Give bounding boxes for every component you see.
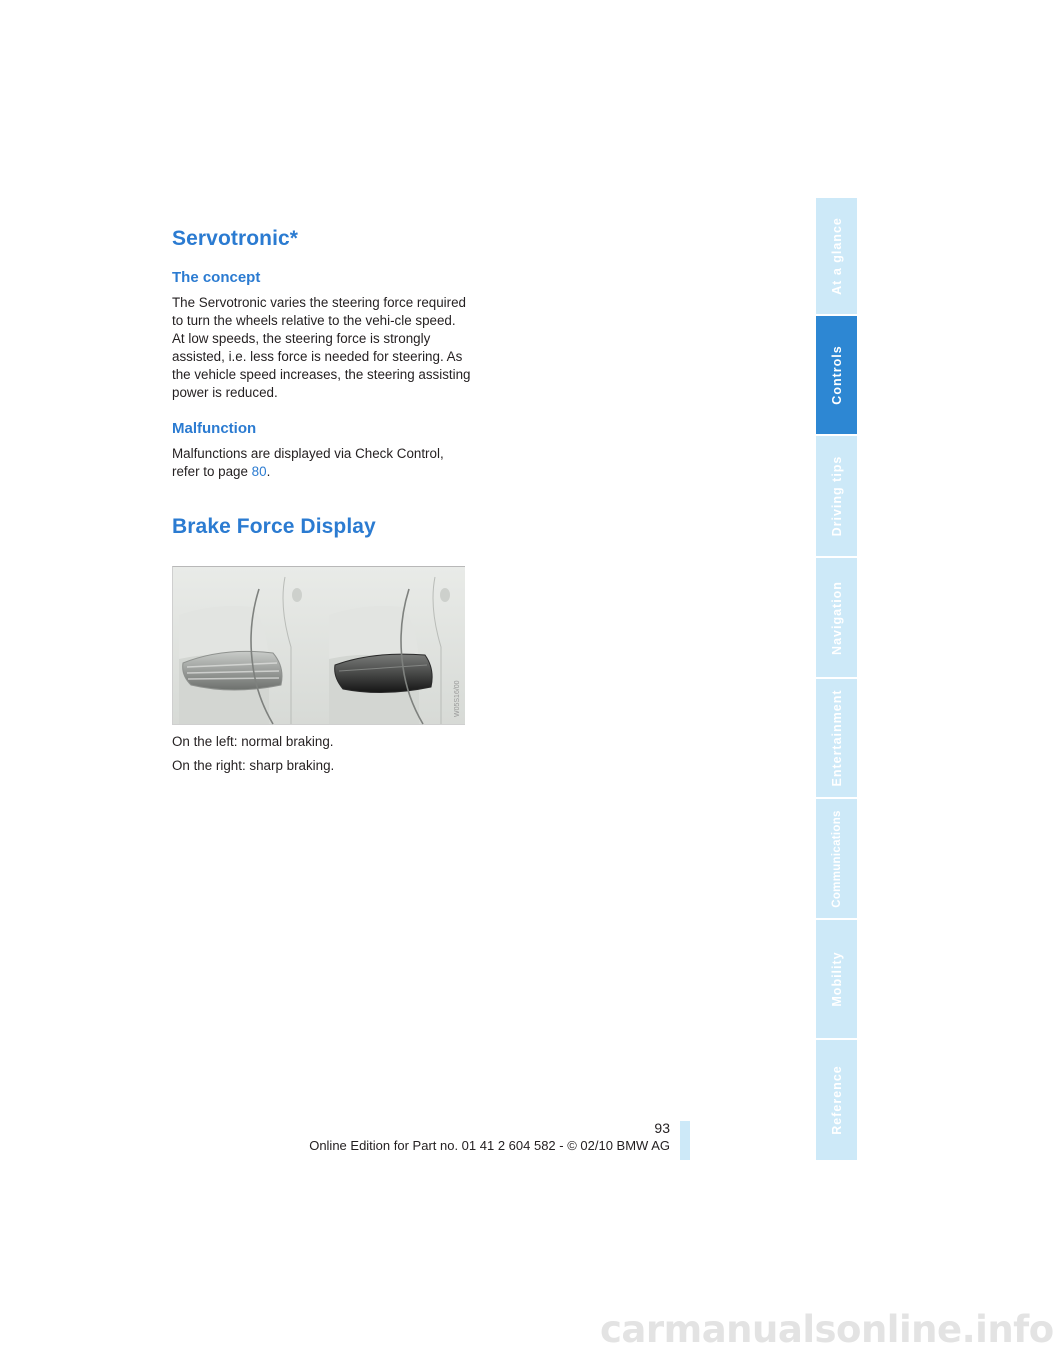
sidebar-tab-mobility[interactable] <box>816 920 857 1040</box>
sidebar-tab-driving-tips[interactable] <box>816 436 857 558</box>
subheading-malfunction: Malfunction <box>172 420 257 437</box>
footer-accent-bar <box>680 1121 690 1160</box>
subheading-concept: The concept <box>172 269 261 286</box>
sidebar-tab-reference[interactable] <box>816 1040 857 1160</box>
malfunction-text: Malfunctions are displayed via Check Control, refer to page <box>172 446 444 479</box>
watermark <box>600 1308 1054 1358</box>
figure-code: W05S16/00 <box>454 680 461 717</box>
sidebar-tab-communications[interactable] <box>816 799 857 920</box>
watermark-text: carmanualsonline.info <box>600 1308 1054 1351</box>
section-title-brake-force: Brake Force Display <box>172 515 376 538</box>
sidebar-tab-label: Reference <box>829 1065 844 1135</box>
sidebar-tab-label: Navigation <box>829 580 844 655</box>
chapter-sidebar <box>816 198 857 1160</box>
concept-paragraph-2: At low speeds, the steering force is strongly assisted, i.e. less force is needed for steering. As the vehicle speed increases, the steering assisting power is reduced. <box>172 331 471 400</box>
footer-edition: Online Edition for Part no. 01 41 2 604 582 - © 02/10 BMW AG <box>309 1138 670 1153</box>
sidebar-tab-at-a-glance[interactable] <box>816 198 857 316</box>
sidebar-tab-label: Mobility <box>829 951 844 1007</box>
sidebar-tab-controls[interactable] <box>816 316 857 436</box>
caption-sharp-braking: On the right: sharp braking. <box>172 758 335 773</box>
main-content <box>172 226 472 540</box>
sidebar-tab-label: Entertainment <box>829 689 844 787</box>
sidebar-tab-label: At a glance <box>829 217 844 295</box>
tail-lights-drawing <box>173 567 465 724</box>
page-link-80[interactable]: 80 <box>251 464 267 479</box>
sidebar-tab-label: Driving tips <box>829 455 844 537</box>
malfunction-period: . <box>266 464 271 479</box>
malfunction-paragraph <box>172 445 472 481</box>
sidebar-tab-label: Communications <box>830 809 843 908</box>
sidebar-tab-navigation[interactable] <box>816 558 857 679</box>
sidebar-tab-entertainment[interactable] <box>816 679 857 799</box>
concept-paragraph-1: The Servotronic varies the steering force required to turn the wheels relative to the vehi-cle speed. <box>172 295 466 328</box>
page-number: 93 <box>654 1120 670 1136</box>
section-title-servotronic: Servotronic* <box>172 227 299 250</box>
caption-normal-braking: On the left: normal braking. <box>172 734 334 749</box>
brake-lights-illustration <box>172 566 465 725</box>
sidebar-tab-label: Controls <box>829 345 844 405</box>
